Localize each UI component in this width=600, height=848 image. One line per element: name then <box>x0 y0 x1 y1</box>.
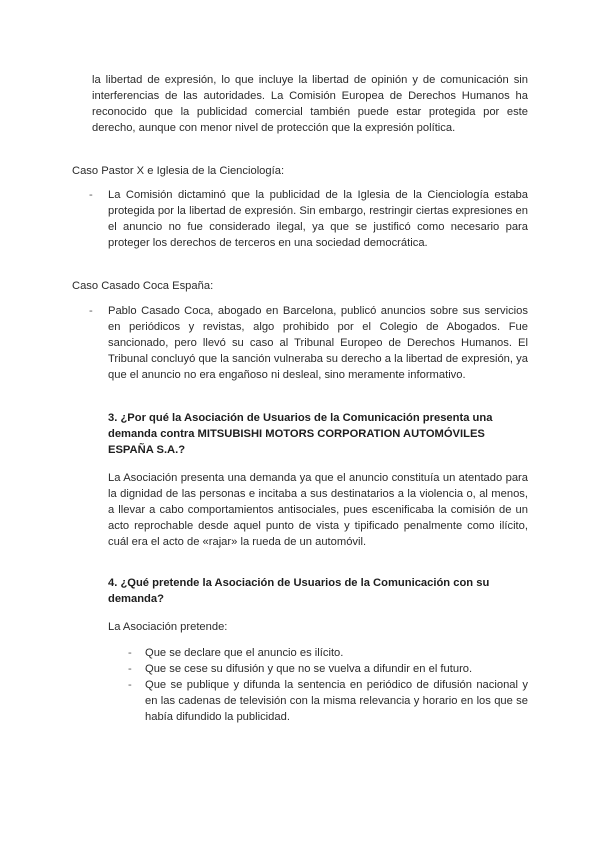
case-pastor-x-text: La Comisión dictaminó que la publicidad de la Iglesia de la Cienciología estaba protegida por la libertad de expresión. Sin embargo, restringir ciertas expresiones en el anuncio no fue considerado ilegal, ya que se justificó como necesario para proteger los derechos de terceros en una sociedad democrática. <box>108 189 528 249</box>
bullet-marker: - <box>128 647 132 659</box>
intro-paragraph: la libertad de expresión, lo que incluye la libertad de opinión y de comunicación sin interferencias de las autoridades. La Comisión Europea de Derechos Humanos ha reconocido que la publicidad comercial también puede estar protegida por este derecho, aunque con menor nivel de protección que la expresión política. <box>92 74 528 134</box>
question-3-answer: La Asociación presenta una demanda ya que el anuncio constituía un atentado para la dignidad de las personas e incitaba a sus destinatarios a la violencia o, al menos, a llevar a cabo comportamientos antisociales, pues escenificaba la comisión de un acto reprochable desde aquel punto de vista y tipificado penalmente como ilícito, cuál era el acto de «rajar» la rueda de un automóvil. <box>108 472 528 548</box>
case-casado-coca-title: Caso Casado Coca España: <box>72 280 214 292</box>
bullet-marker: - <box>128 663 132 675</box>
list-item: Que se cese su difusión y que no se vuelva a difundir en el futuro. <box>145 663 473 675</box>
bullet-marker: - <box>128 679 132 691</box>
question-4-intro: La Asociación pretende: <box>108 621 228 633</box>
bullet-marker: - <box>89 189 93 201</box>
list-item: Que se publique y difunda la sentencia en periódico de difusión nacional y en las cadenas de televisión con la misma relevancia y horario en los que se había difundido la publicidad. <box>145 679 528 723</box>
bullet-marker: - <box>89 305 93 317</box>
case-casado-coca-text: Pablo Casado Coca, abogado en Barcelona, publicó anuncios sobre sus servicios en periódicos y revistas, algo prohibido por el Colegio de Abogados. Fue sancionado, pero llevó su caso al Tribunal Europeo de Derechos Humanos. El Tribunal concluyó que la sanción vulneraba su derecho a la libertad de expresión, ya que el anuncio no era engañoso ni desleal, sino meramente informativo. <box>108 305 528 381</box>
question-4-heading: 4. ¿Qué pretende la Asociación de Usuarios de la Comunicación con su demanda? <box>108 577 490 605</box>
list-item: Que se declare que el anuncio es ilícito. <box>145 647 344 659</box>
case-pastor-x-title: Caso Pastor X e Iglesia de la Cienciología: <box>72 165 285 177</box>
question-3-heading: 3. ¿Por qué la Asociación de Usuarios de la Comunicación presenta una demanda contra MITSUBISHI MOTORS CORPORATION AUTOMÓVILES ESPAÑA S.A.? <box>108 412 493 456</box>
